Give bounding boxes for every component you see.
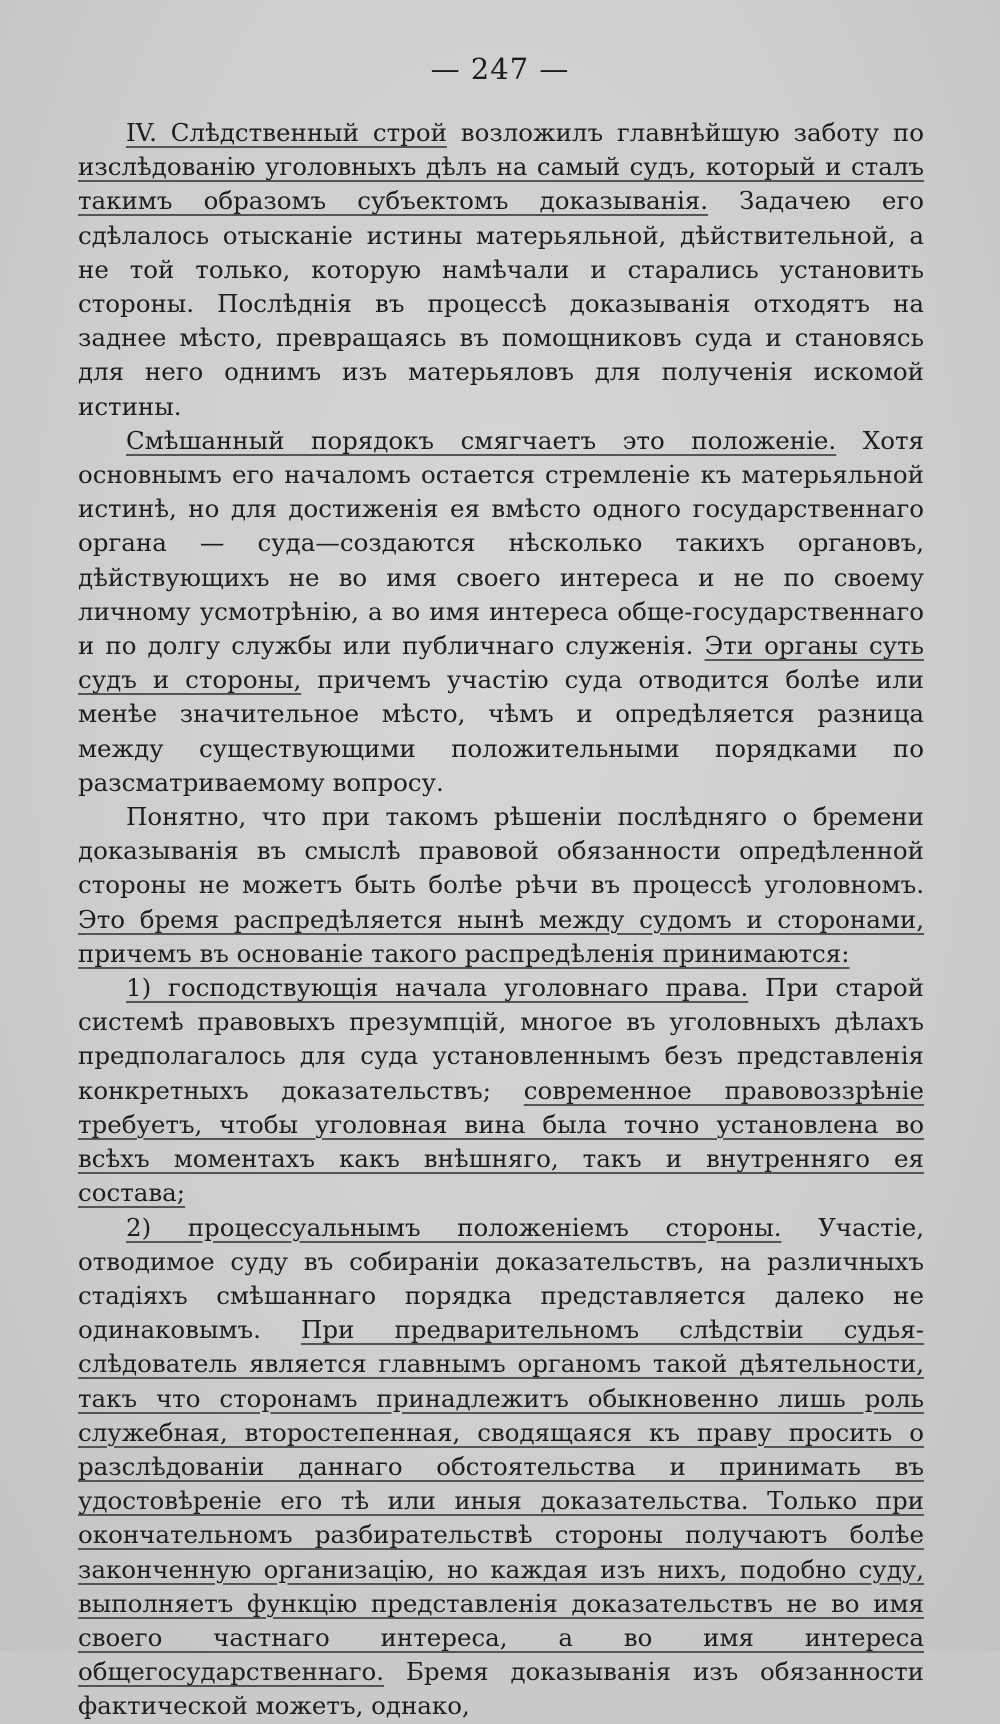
paragraph xyxy=(78,424,924,800)
text-passage: Хотя основнымъ его началомъ остается стремленіе къ матерьяльной истинѣ, но для достиженія ея вмѣсто одного государственнаго органа — суда—создаются нѣсколько такихъ органовъ, дѣйствующихъ не во имя своего интереса и не по своему личному усмотрѣнію, а во имя интереса обще-государственнаго и по долгу службы или публичнаго служенія. xyxy=(78,425,924,661)
text-passage: Задачею его сдѣлалось отысканіе истины матерьяльной, дѣйствительной, а не той только, которую намѣчали и старались установить стороны. Послѣднія въ процессѣ доказыванія отходятъ на заднее мѣсто, превращаясь въ помощниковъ суда и становясь для него однимъ изъ матерьяловъ для полученія искомой истины. xyxy=(78,186,924,421)
underlined-passage: современное правовоззрѣніе требуетъ, чтобы уголовная вина была точно установлена во всѣхъ моментахъ какъ внѣшняго, такъ и внутренняго ея состава; xyxy=(78,1075,924,1208)
underlined-passage: IV. Слѣдственный строй xyxy=(126,118,447,147)
text-passage: причемъ участію суда отводится болѣе или менѣе значительное мѣсто, чѣмъ и опредѣляется разница между существующими положительными порядками по разсматриваемому вопросу. xyxy=(78,665,924,797)
underlined-passage: 2) процессуальнымъ положеніемъ стороны. xyxy=(126,1212,782,1242)
text-passage: возложилъ главнѣйшую заботу по xyxy=(446,118,924,147)
underlined-passage: Это бремя распредѣляется нынѣ между судомъ и сторонами, причемъ въ основаніе такого распредѣленія принимаются: xyxy=(78,904,924,968)
text-passage: Понятно, что при такомъ рѣшеніи послѣдняго о бремени доказыванія въ смыслѣ правовой обязанности опредѣленной стороны не можетъ быть болѣе рѣчи въ процессѣ уголовномъ. xyxy=(78,802,924,900)
paragraph xyxy=(78,800,924,971)
text-passage: Бремя доказыванія изъ обязанности фактической можетъ, однако, xyxy=(78,1657,924,1721)
underlined-passage: Эти органы суть судъ и стороны, xyxy=(78,631,924,695)
body-text xyxy=(78,116,924,1724)
text-passage: Участіе, отводимое суду въ собираніи доказательствъ, на различныхъ стадіяхъ смѣшаннаго порядка представляется далеко не одинаковымъ. xyxy=(78,1212,924,1345)
underlined-passage: Смѣшанный порядокъ смягчаетъ это положеніе. xyxy=(126,425,837,455)
text-passage: При старой системѣ правовыхъ презумпцій, многое въ уголовныхъ дѣлахъ предполагалось для суда установленнымъ безъ представленія конкретныхъ доказательствъ; xyxy=(78,973,924,1105)
page-number: — 247 — xyxy=(430,52,570,86)
underlined-passage: 1) господствующія начала уголовнаго права. xyxy=(126,973,749,1003)
underlined-passage: При предварительномъ слѣдствіи судья-слѣдователь является главнымъ органомъ такой дѣятельности, такъ что сторонамъ принадлежитъ обыкновенно лишь роль служебная, второстепенная, сводящаяся къ праву просить о разслѣдованіи даннаго обстоятельства и принимать въ удостовѣреніе его тѣ или иныя доказательства. Только при окончательномъ разбирательствѣ стороны получаютъ болѣе законченную организацію, но каждая изъ нихъ, подобно суду, выполняетъ функцію представленія доказательствъ не во имя своего частнаго интереса, а во имя интереса общегосударственнаго. xyxy=(78,1315,924,1687)
paragraph xyxy=(78,971,924,1210)
paragraph xyxy=(78,1211,924,1724)
underlined-passage: изслѣдованію уголовныхъ дѣлъ на самый судъ, который и сталъ такимъ образомъ субъектомъ доказыванія. xyxy=(78,152,924,216)
paragraph xyxy=(78,116,924,424)
